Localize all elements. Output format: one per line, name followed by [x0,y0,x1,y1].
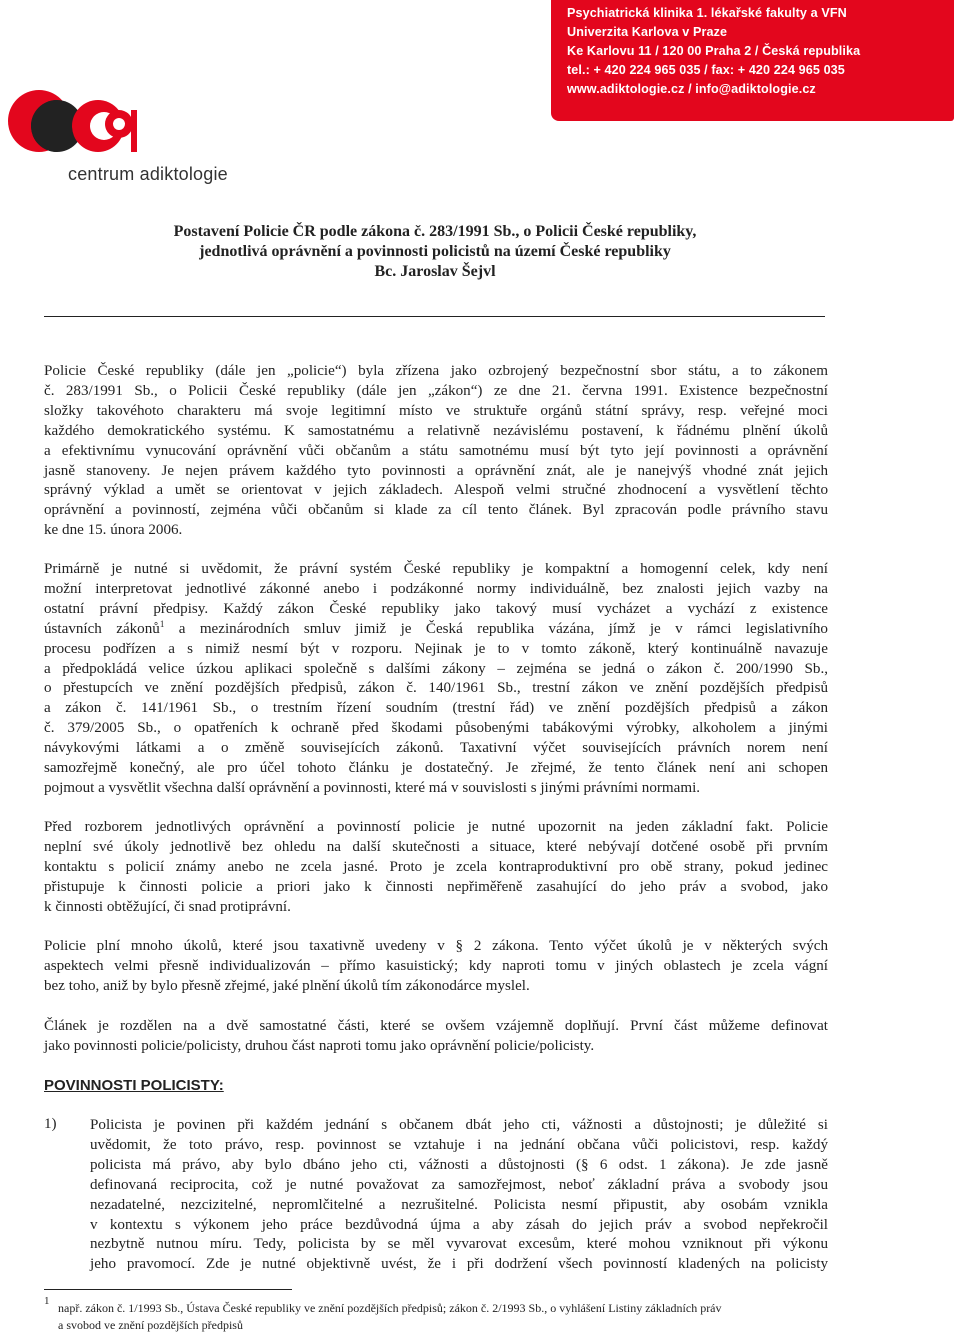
text-line: možní interpretovat jednotlivé zákonné anebo i podzákonné normy individuálně, bez znalosti jejich vazby na [44,580,828,597]
text-line: procesu podřízen a s nimiž nesmí být v rozporu. Nejinak je to v tomto zákoně, který kontinuálně navazuje [44,640,828,657]
text-line: Primárně je nutné si uvědomit, že právní systém České republiky je kompaktní a homogenní celek, kdy není [44,561,828,577]
text-line: a efektivnímu vynucování oprávnění vůči občanům a státu samotnému musí být tyto její povinnosti a oprávnění [44,442,828,459]
institution-header [551,0,954,121]
text-line: uvědomit, že toto právo, resp. povinnost se vztahuje i na jednání občana vůči policistovi, resp. každý [90,1136,828,1153]
header-line-5: www.adiktologie.cz / info@adiktologie.cz [567,82,816,96]
text-line: k činnosti obtěžující, či snad protiprávní. [44,898,291,915]
text-line-with-footnote [44,620,828,640]
footnote-divider [44,1289,292,1290]
text-line: přistupuje k činnosti policie a priori jako k činnosti nepřiměřeně zasahující do jeho práv a svobod, jako [44,878,828,895]
paragraph-structure [44,1017,828,1057]
text-line: každého demokratického systému. K samostatnému a relativně nezávislému postavení, k řádnému plnění úkolů [44,422,828,439]
text-line: policista má právo, aby bylo dbáno jeho cti, vážnosti a důstojnosti (§ 6 odst. 1 zákona). Je zde jasně [90,1156,828,1173]
text-line: Policie plní mnoho úkolů, které jsou taxativně uvedeny v § 2 zákona. Tento výčet úkolů je v některých svých [44,938,828,954]
text-line: a předpokládá velice úzkou aplikaci společně s dalšími zákony – zejména se jedná o zákon č. 200/1990 Sb., [44,660,828,677]
text-line: jeho pravomocí. Zde je nutné objektivně uvést, že i při dodržení všech povinností kladených na policisty [90,1256,828,1273]
paragraph-intro [44,362,828,541]
text-line: nezbytně nutnou míru. Tedy, policista by se měl vyvarovat excesům, které mohou vzniknout při výkonu [90,1236,828,1253]
text-line: č. 283/1991 Sb., o Policii České republiky (dále jen „zákon“) ze dne 21. června 1991. Existence bezpečnostní [44,382,828,399]
text-line: nezadatelné, nezcizitelné, nepromlčitelné a nezrušitelné. Policista nesmí připustit, aby osobám vznikla [90,1196,828,1213]
paragraph-tasks [44,937,828,997]
text-line: jasně stanoveny. Je nejen právem každého tyto povinnosti a oprávnění znát, ale je nanejvýš vhodné znát jejich [44,462,828,479]
text-line: jako povinnosti policie/policisty, druhou část naproti tomu jako oprávnění policie/policisty. [44,1037,595,1054]
text-line: samozřejmě konečný, ale pro účel tohoto článku je dostatečný. Je zřejmé, že tento článek není ani schopen [44,760,828,777]
document-author: Bc. Jaroslav Šejvl [374,263,496,280]
text-line: ostatní právní předpisy. Každý zákon České republiky jako takový musí vycházet a vychází z existence [44,600,828,617]
text-line: a zákon č. 141/1961 Sb., o trestním řízení soudním (trestní řád) ve znění pozdějších předpisů a zákon [44,700,828,717]
text-line: aspektech velmi přesně individualizován – přímo kasuistický; kdy naproti tomu v jiných oblastech je zcela vágní [44,957,828,974]
footnote-text [58,1300,838,1333]
list-item-number: 1) [44,1116,57,1132]
list-item-text [90,1116,828,1275]
text-line: kontaktu s policií známy anebo ne zcela jasné. Proto je zcela kontraproduktivní pro obě strany, pokud jedinec [44,858,828,875]
text-line: bez toho, aniž by bylo přesně zřejmé, jaké plnění úkolů tím zákonodárce myslel. [44,977,530,994]
text-fragment: ústavních zákonů [44,620,160,637]
footnote-line: a svobod ve znění pozdějších předpisů [58,1317,243,1332]
text-line: Článek je rozdělen na a dvě samostatné části, které se ovšem vzájemně doplňují. První část můžeme definovat [44,1018,828,1034]
text-fragment: a mezinárodních smluv jimiž je Česká republika vázána, jímž je v rámci legislativního [164,620,828,637]
header-line-1: Psychiatrická klinika 1. lékařské fakulty a VFN [567,6,847,20]
text-line: Policista je povinen při každém jednání s občanem dbát jeho cti, vážnosti a důstojnosti; je důležité si [90,1117,828,1133]
header-line-2: Univerzita Karlova v Praze [567,25,728,39]
text-line: Před rozborem jednotlivých oprávnění a povinností policie je nutné upozornit na jeden základní fakt. Policie [44,819,828,835]
paragraph-legal-system [44,560,828,799]
text-line: neplní své úkoly jednotlivě bez ohledu na další skutečnosti a situace, které nebývají dotčené osobě při prvním [44,838,828,855]
document-title-line-2: jednotlivá oprávnění a povinnosti policistů na území České republiky [199,243,671,260]
title-divider [44,316,825,317]
footnote-line: např. zákon č. 1/1993 Sb., Ústava České republiky ve znění pozdějších předpisů; zákon č. 2/1993 Sb., o vyhlášení Listiny základních práv [58,1301,722,1315]
text-line: v kontextu s výkonem jeho práce bezdůvodná újma a aby zásah do jejich práv a svobod nepřekročil [90,1216,828,1233]
text-line: ke dne 15. února 2006. [44,522,183,539]
text-line: složky takovéhoto charakteru má svoje legitimní místo ve struktuře orgánů státní správy, resp. veřejné moci [44,402,828,419]
text-line: definovaná reciprocita, což je nutné považovat za samozřejmost, neboť základní práva a svobody jsou [90,1176,828,1193]
text-line: č. 379/2005 Sb., o opatřeních k ochraně před škodami působenými tabákovými výrobky, alkoholem a jinými [44,720,828,737]
text-line: Policie České republiky (dále jen „policie“) byla zřízena jako ozbrojený bezpečnostní sbor státu, a to zákonem [44,363,828,379]
section-heading-duties: POVINNOSTI POLICISTY: [44,1077,224,1094]
text-line: správný výklad a umět se orientovat v jejich základech. Alespoň velmi stručné zhodnocení a vysvětlení těchto [44,482,828,499]
document-title-line-1: Postavení Policie ČR podle zákona č. 283/1991 Sb., o Policii České republiky, [173,223,697,240]
text-line: o přestupcích ve znění pozdějších předpisů, zákon č. 140/1961 Sb., trestní zákon ve znění pozdějších předpisů [44,680,828,697]
footnote-reference[interactable]: 1 [159,618,165,629]
text-line: pojmout a vysvětlit všechna další oprávnění a povinnosti, které má v souvislosti s jinými právními normami. [44,779,701,796]
header-line-4: tel.: + 420 224 965 035 / fax: + 420 224 965 035 [567,63,845,77]
paragraph-basic-fact [44,818,828,918]
text-line: oprávnění a povinností, zejména vůči občanům si klade za cíl tento článek. Byl zpracován podle právního stavu [44,502,828,519]
text-line: návykovými látkami a o změně souvisejících zákonů. Taxativní výčet souvisejících právních norem není [44,740,828,757]
footnote-number: 1 [44,1295,50,1307]
logo-text: centrum adiktologie [68,164,228,184]
header-line-3: Ke Karlovu 11 / 120 00 Praha 2 / Česká republika [567,44,861,58]
